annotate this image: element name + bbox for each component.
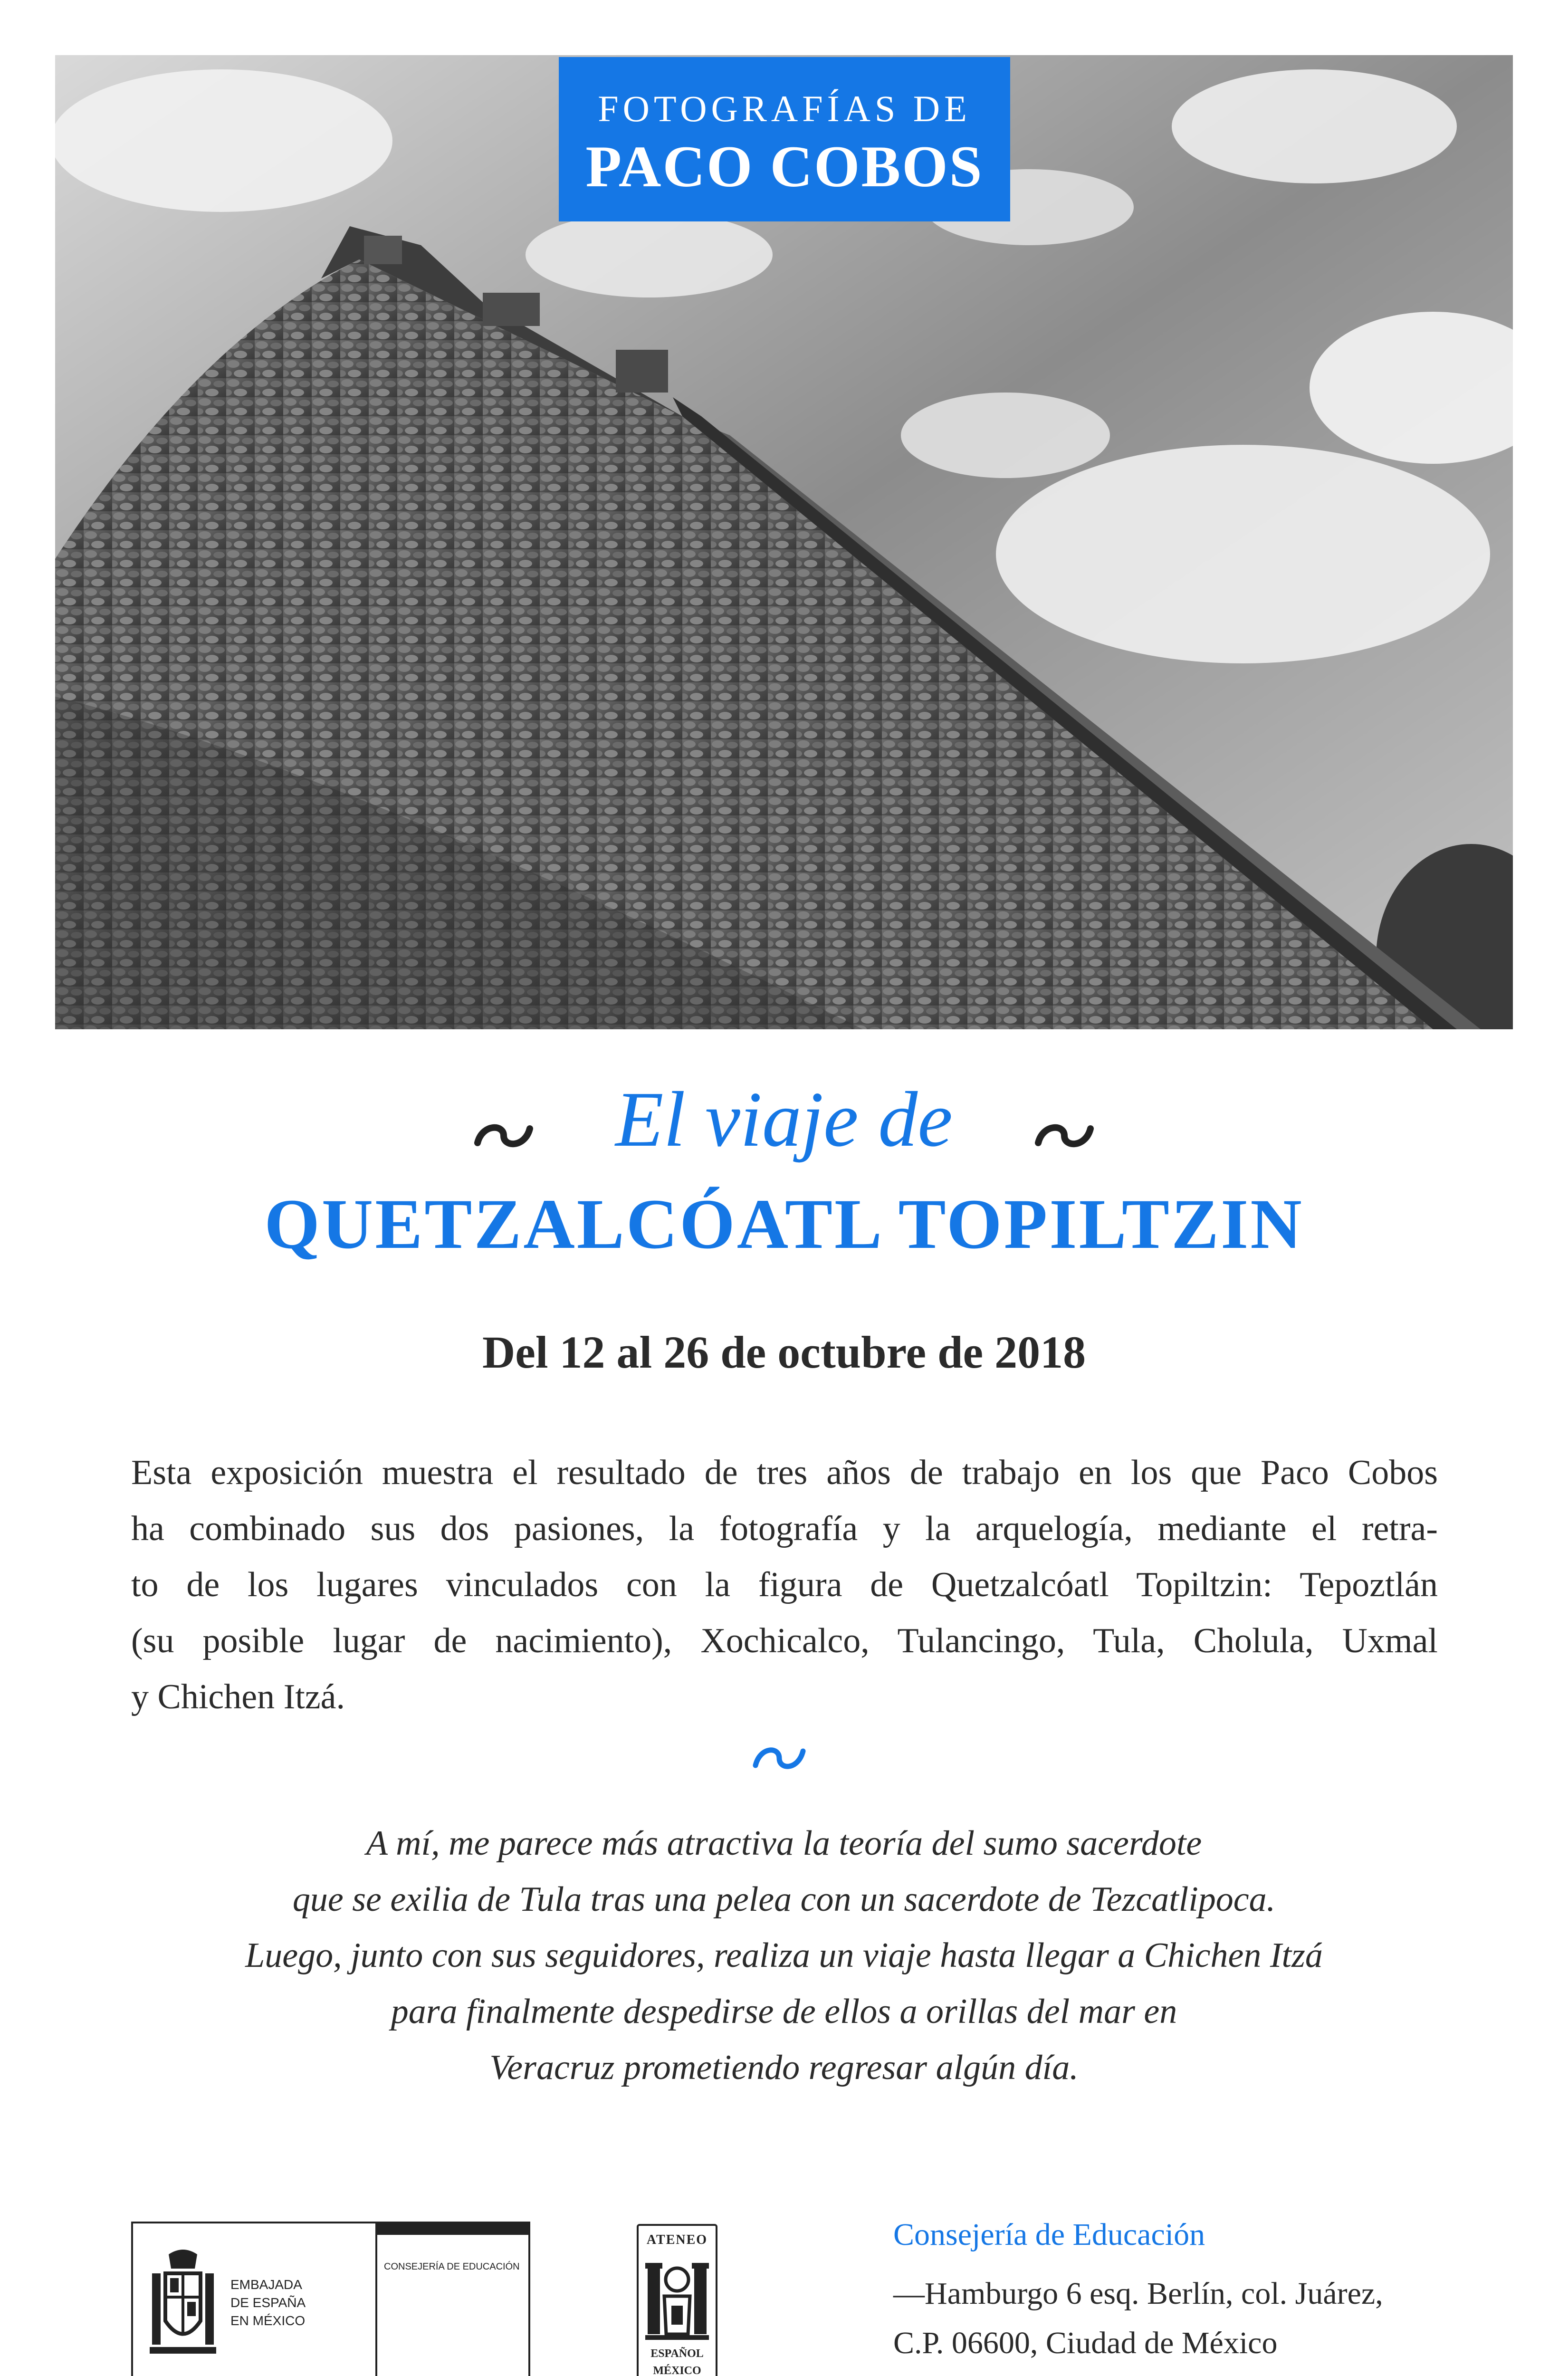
ateneo-top-label: ATENEO [646,2232,708,2247]
description-line: (su posible lugar de nacimiento), Xochicalco, Tulancingo, Tula, Cholula, Uxmal [131,1621,1438,1660]
quote-line: para finalmente despedirse de ellos a orillas del mar en [391,1992,1177,2031]
address-line: —Hamburgo 6 esq. Berlín, col. Juárez, [893,2276,1383,2311]
ateneo-logo [637,2224,717,2376]
address-line: C.P. 06600, Ciudad de México [893,2326,1278,2360]
description-line: y Chichen Itzá. [131,1677,345,1716]
embajada-text [230,2276,306,2330]
ateneo-mid-label: ESPAÑOL [650,2347,704,2360]
embajada-line: DE ESPAÑA [230,2295,306,2310]
address-heading: Consejería de Educación [893,2217,1205,2252]
artist-quote [0,1815,1568,2096]
quote-line: Veracruz prometiendo regresar algún día. [489,2048,1079,2087]
photographer-name: PACO COBOS [585,134,984,199]
ateneo-emblem-icon [645,2253,709,2341]
embajada-logo-left [133,2223,377,2376]
coat-of-arms-icon [147,2245,219,2364]
exhibition-title-main: QUETZALCÓATL TOPILTZIN [264,1185,1304,1264]
quote-line: A mí, me parece más atractiva la teoría del sumo sacerdote [366,1824,1202,1863]
exhibition-title-italic: El viaje de [615,1075,953,1163]
embajada-logo [131,2222,530,2376]
tilde-ornament-icon [748,1737,810,1780]
exhibition-title-row [428,1074,1140,1178]
flourish-right-icon [1031,1114,1098,1157]
embajada-line: EMBAJADA [230,2277,302,2292]
consejeria-small-label: CONSEJERÍA DE EDUCACIÓN [384,2261,520,2272]
description-line: to de los lugares vinculados con la figura de Quetzalcóatl Topiltzin: Tepoztlán [131,1565,1438,1604]
quote-line: que se exilia de Tula tras una pelea con un sacerdote de Tezcatlipoca. [292,1880,1276,1919]
address-block [893,2217,1511,2368]
photographer-title-box [559,57,1010,221]
quote-line: Luego, junto con sus seguidores, realiza un viaje hasta llegar a Chichen Itzá [245,1936,1323,1975]
title-kicker: FOTOGRAFÍAS DE [598,88,971,129]
exhibition-dates: Del 12 al 26 de octubre de 2018 [482,1327,1086,1378]
ateneo-bottom-label: MÉXICO [653,2365,701,2376]
description-line: Esta exposición muestra el resultado de tres años de trabajo en los que Paco Cobos [131,1453,1438,1492]
logo-top-bar [377,2223,528,2235]
embajada-line: EN MÉXICO [230,2313,306,2328]
description-line: ha combinado sus dos pasiones, la fotografía y la arquelogía, mediante el retra- [131,1509,1438,1548]
exhibition-description [131,1445,1438,1725]
embajada-logo-right [377,2223,528,2376]
